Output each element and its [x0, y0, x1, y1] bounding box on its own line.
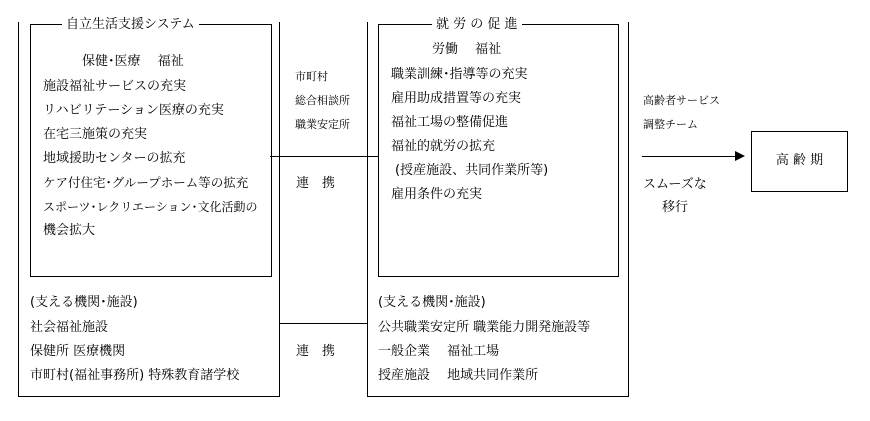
- top-connector-line: [270, 156, 378, 157]
- left-item: リハビリテーション医療の充実: [43, 103, 224, 118]
- transition-arrow-line: [642, 156, 736, 157]
- right-item: 福祉的就労の拡充: [391, 139, 496, 154]
- middle-label: 総合相談所: [295, 94, 350, 107]
- right-item: 雇用助成措置等の充実: [391, 91, 522, 106]
- left-support-title: (支える機関･施設): [30, 295, 138, 310]
- middle-label: 市町村: [295, 70, 328, 83]
- left-support-item: 保健所 医療機関: [30, 344, 126, 359]
- right-frame-left-edge: [367, 22, 368, 397]
- right-item: 職業訓練･指導等の充実: [391, 67, 528, 82]
- right-frame-bottom-edge: [367, 396, 629, 397]
- right-box-header: 労働 福祉: [432, 42, 502, 57]
- left-box-title: 自立生活支援システム: [62, 17, 199, 33]
- left-item: ケア付住宅･グループホーム等の拡充: [43, 175, 249, 190]
- smooth-transition-label: 移行: [662, 200, 689, 215]
- link-label-top: 連 携: [296, 176, 336, 191]
- right-support-item: 公共職業安定所 職業能力開発施設等: [378, 320, 591, 335]
- right-item: 福祉工場の整備促進: [391, 115, 509, 130]
- left-support-item: 市町村(福祉事務所) 特殊教育諸学校: [30, 368, 240, 383]
- link-label-bottom: 連 携: [296, 344, 336, 359]
- right-support-item: 授産施設 地域共同作業所: [378, 368, 539, 383]
- right-box-title: 就 労 の 促 進: [432, 17, 522, 33]
- smooth-transition-label: スムーズな: [643, 177, 707, 192]
- right-frame-right-edge: [628, 22, 629, 397]
- left-item: 在宅三施策の充実: [43, 127, 148, 142]
- service-team-label: 高齢者サービス: [643, 94, 720, 107]
- left-frame-right-edge: [279, 22, 280, 397]
- right-item: (授産施設、共同作業所等): [395, 163, 549, 178]
- left-support-item: 社会福祉施設: [30, 320, 109, 335]
- left-box-header: 保健･医療 福祉: [82, 54, 184, 69]
- right-item: 雇用条件の充実: [391, 187, 483, 202]
- left-item: 地域援助センターの拡充: [43, 151, 186, 166]
- service-team-label: 調整チーム: [643, 118, 698, 131]
- left-item: 機会拡大: [43, 223, 96, 238]
- right-support-title: (支える機関･施設): [378, 295, 486, 310]
- left-item: スポーツ･レクリエーション･文化活動の: [43, 200, 258, 214]
- elderly-period-label: 高 齢 期: [775, 153, 824, 168]
- left-frame-left-edge: [18, 22, 19, 397]
- middle-label: 職業安定所: [295, 118, 350, 131]
- transition-arrow-head: [735, 151, 745, 161]
- bottom-connector-line: [280, 323, 368, 324]
- left-frame-bottom-edge: [18, 396, 280, 397]
- left-item: 施設福祉サービスの充実: [43, 79, 187, 94]
- right-support-item: 一般企業 福祉工場: [378, 344, 500, 359]
